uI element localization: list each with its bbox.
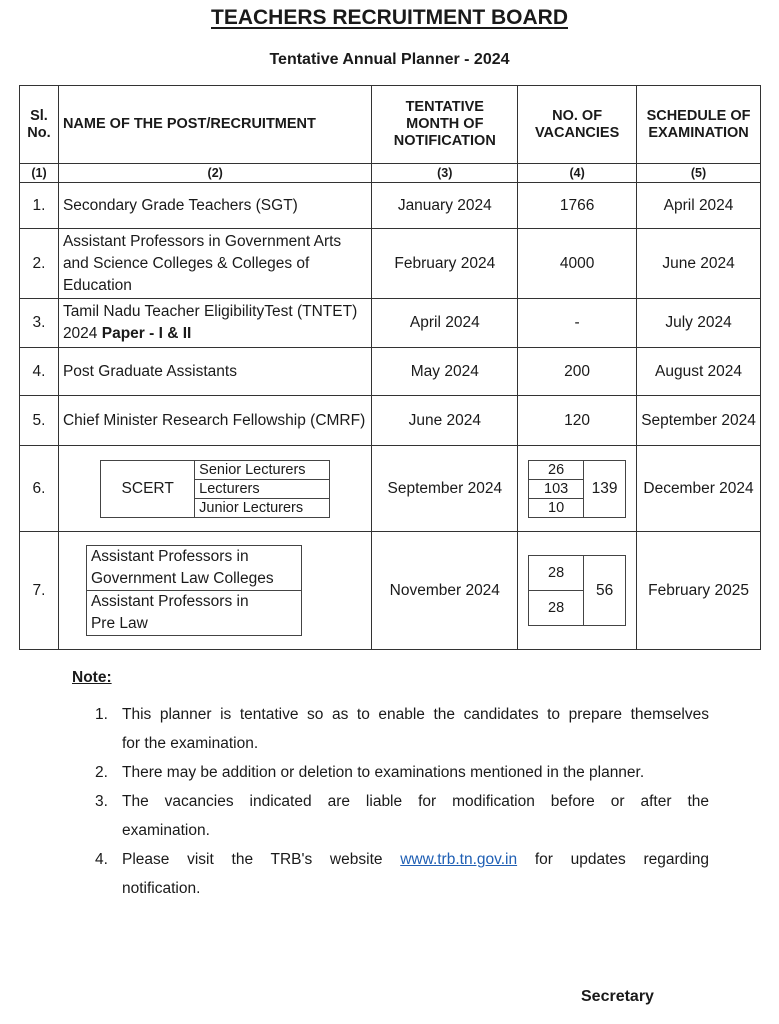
row-exam-schedule: April 2024 (637, 183, 761, 229)
table-row (20, 532, 761, 650)
row-notification-month: September 2024 (372, 446, 518, 532)
vacancies-total: 56 (584, 556, 626, 626)
row-post-name: Chief Minister Research Fellowship (CMRF) (58, 396, 371, 446)
row-exam-schedule: August 2024 (637, 348, 761, 396)
row-notification-month: November 2024 (372, 532, 518, 650)
row-vacancies (518, 446, 637, 532)
subpost-name: Senior Lecturers (195, 460, 330, 479)
column-number: (2) (58, 164, 371, 183)
scert-posts-box (100, 460, 330, 518)
scert-vacancies-box (528, 460, 626, 518)
row-notification-month: May 2024 (372, 348, 518, 396)
subpost-name: Assistant Professors in Pre Law (87, 590, 301, 635)
note-text: This planner is tentative so as to enable the candidates to prepare themselves (122, 706, 709, 723)
note-item (95, 845, 709, 903)
column-number: (3) (372, 164, 518, 183)
note-text: examination. (122, 822, 210, 839)
row-sl-no: 3. (20, 299, 59, 348)
row-notification-month: February 2024 (372, 229, 518, 299)
law-vacancies-box (528, 555, 626, 626)
note-item (95, 787, 709, 845)
row-vacancies: 1766 (518, 183, 637, 229)
row-vacancies: 120 (518, 396, 637, 446)
row-notification-month: January 2024 (372, 183, 518, 229)
signature-secretary: Secretary (581, 988, 654, 1005)
row-exam-schedule: July 2024 (637, 299, 761, 348)
note-text: There may be addition or deletion to examinations mentioned in the planner. (122, 764, 645, 781)
table-row (20, 183, 761, 229)
row-vacancies: 200 (518, 348, 637, 396)
row-sl-no: 6. (20, 446, 59, 532)
page-subtitle: Tentative Annual Planner - 2024 (269, 51, 510, 68)
header-exam-schedule: SCHEDULE OF EXAMINATION (637, 86, 761, 164)
header-post-name: NAME OF THE POST/RECRUITMENT (58, 86, 371, 164)
scert-label: SCERT (101, 460, 195, 517)
note-item (95, 758, 709, 787)
header-sl-no: Sl. No. (20, 86, 59, 164)
row-sl-no: 2. (20, 229, 59, 299)
column-number: (1) (20, 164, 59, 183)
row-sl-no: 4. (20, 348, 59, 396)
column-number: (5) (637, 164, 761, 183)
row-vacancies (518, 532, 637, 650)
row-exam-schedule: June 2024 (637, 229, 761, 299)
table-row (20, 229, 761, 299)
row-exam-schedule: September 2024 (637, 396, 761, 446)
note-text: notification. (122, 880, 201, 897)
row-sl-no: 5. (20, 396, 59, 446)
subpost-vacancies: 103 (529, 479, 584, 498)
table-row (20, 348, 761, 396)
column-number-row (20, 164, 761, 183)
header-notification-month: TENTATIVE MONTH OF NOTIFICATION (372, 86, 518, 164)
row-post-paper: Paper - I & II (101, 325, 192, 342)
row-post-name: Secondary Grade Teachers (SGT) (58, 183, 371, 229)
table-row (20, 446, 761, 532)
note-item (95, 700, 709, 758)
row-notification-month: June 2024 (372, 396, 518, 446)
notes-list (95, 700, 709, 903)
subpost-vacancies: 26 (529, 460, 584, 479)
page-title: TEACHERS RECRUITMENT BOARD (211, 6, 568, 29)
vacancies-total: 139 (584, 460, 626, 517)
note-text: The vacancies indicated are liable for modification before or after the (122, 793, 709, 810)
subpost-name: Junior Lecturers (195, 498, 330, 517)
column-number: (4) (518, 164, 637, 183)
trb-website-link[interactable]: www.trb.tn.gov.in (400, 851, 518, 868)
row-notification-month: April 2024 (372, 299, 518, 348)
law-posts-box (86, 545, 302, 636)
note-number: 3. (95, 793, 108, 810)
note-number: 1. (95, 706, 108, 723)
note-text: Please visit the TRB's website www.trb.tn.gov.in for updates regarding (122, 851, 709, 868)
note-number: 2. (95, 764, 108, 781)
subpost-vacancies: 10 (529, 498, 584, 517)
row-sl-no: 7. (20, 532, 59, 650)
row-post-name (58, 446, 371, 532)
subpost-name: Assistant Professors in Government Law Colleges (90, 548, 274, 587)
header-vacancies: NO. OF VACANCIES (518, 86, 637, 164)
table-row (20, 299, 761, 348)
subpost-name: Lecturers (195, 479, 330, 498)
planner-table (19, 85, 761, 650)
row-vacancies: 4000 (518, 229, 637, 299)
subpost-vacancies: 28 (529, 556, 584, 591)
notes-heading: Note: (72, 669, 112, 686)
row-exam-schedule: December 2024 (637, 446, 761, 532)
row-post-name: Tamil Nadu Teacher EligibilityTest (TNTET) 2024 Paper - I & II (58, 299, 371, 348)
row-post-name: Assistant Professors in Government Arts and Science Colleges & Colleges of Education (58, 229, 371, 299)
row-sl-no: 1. (20, 183, 59, 229)
subpost-vacancies: 28 (529, 591, 584, 626)
header-row (20, 86, 761, 164)
note-text: for the examination. (122, 735, 259, 752)
row-exam-schedule: February 2025 (637, 532, 761, 650)
row-post-name (58, 532, 371, 650)
table-row (20, 396, 761, 446)
row-post-name: Post Graduate Assistants (58, 348, 371, 396)
row-vacancies: - (518, 299, 637, 348)
note-number: 4. (95, 851, 108, 868)
